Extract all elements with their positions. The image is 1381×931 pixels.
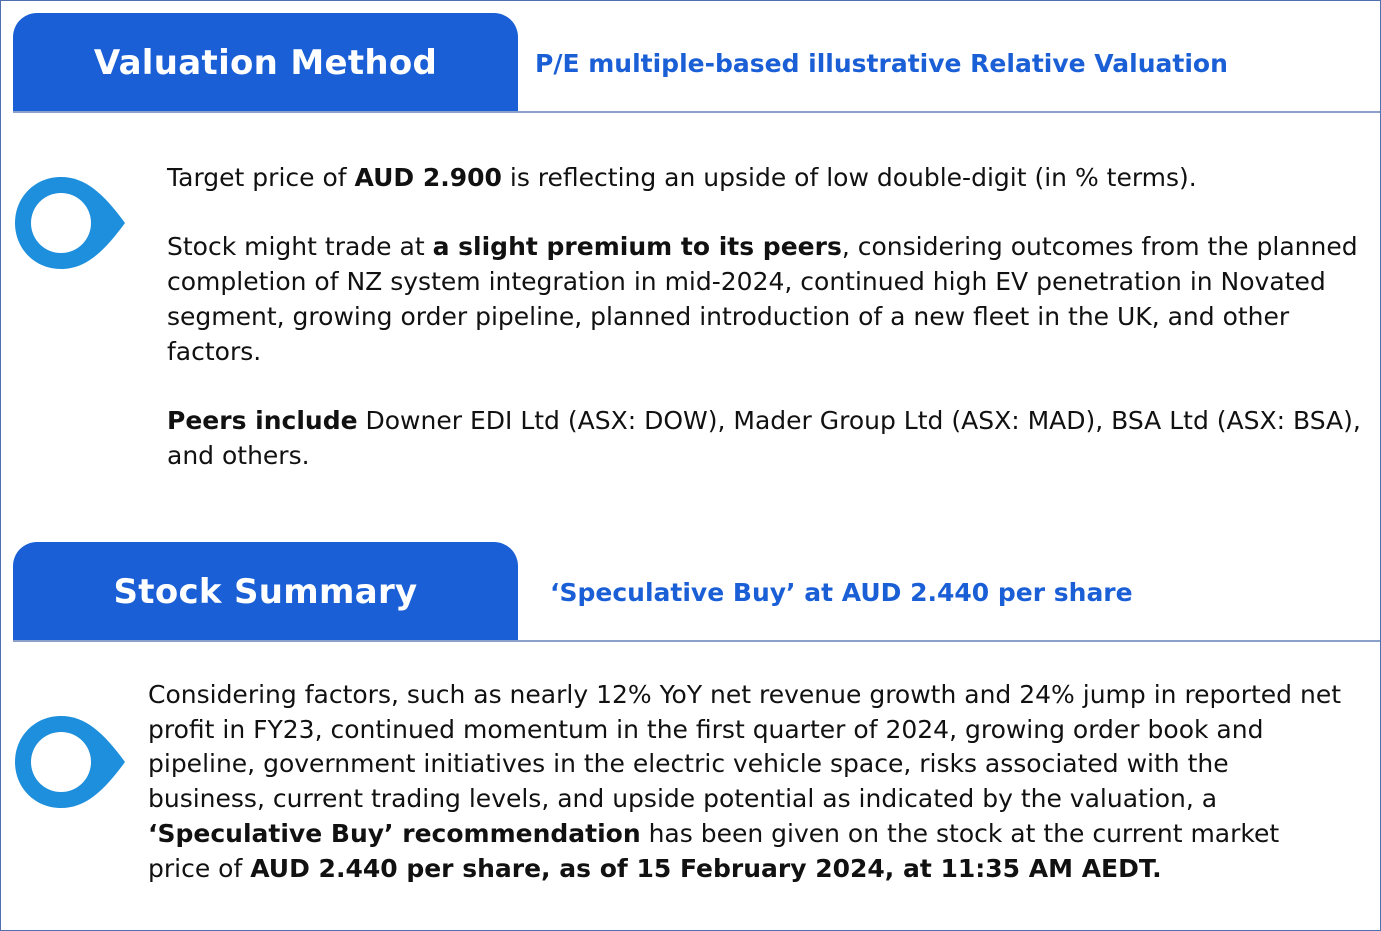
summary-body — [148, 678, 1343, 886]
peers-paragraph: Peers include Downer EDI Ltd (ASX: DOW), Mader Group Ltd (ASX: MAD), BSA Ltd (ASX: BSA), and others. — [167, 405, 1361, 470]
valuation-subtitle: P/E multiple-based illustrative Relative Valuation — [535, 48, 1228, 78]
target-price-paragraph: Target price of AUD 2.900 is reflecting an upside of low double-digit (in % terms). — [167, 163, 1197, 192]
recommendation-paragraph: Considering factors, such as nearly 12% YoY net revenue growth and 24% jump in reported net profit in FY23, continued momentum in the first quarter of 2024, growing order book and pipeline, government initiatives in the electric vehicle space, risks associated with the business, current trading levels, and upside potential as indicated by the valuation, a ‘Speculative Buy’ recommendation has been given on the stock at the current market price of AUD 2.440 per share, as of 15 February 2024, at 11:35 AM AEDT. — [148, 680, 1342, 883]
valuation-tab-title: Valuation Method — [13, 13, 518, 113]
valuation-section — [1, 13, 1380, 523]
summary-section — [1, 542, 1380, 931]
valuation-body — [167, 161, 1372, 473]
map-pin-icon — [11, 173, 127, 273]
summary-tab-title: Stock Summary — [13, 542, 518, 642]
summary-divider — [13, 640, 1380, 642]
map-pin-icon — [11, 712, 127, 812]
valuation-header — [1, 13, 1380, 113]
summary-header — [1, 542, 1380, 642]
premium-paragraph: Stock might trade at a slight premium to its peers, considering outcomes from the planned completion of NZ system integration in mid-2024, continued high EV penetration in Novated segment, growing order pipeline, planned introduction of a new fleet in the UK, and other factors. — [167, 232, 1358, 366]
summary-subtitle: ‘Speculative Buy’ at AUD 2.440 per share — [550, 577, 1133, 607]
valuation-divider — [13, 111, 1380, 113]
